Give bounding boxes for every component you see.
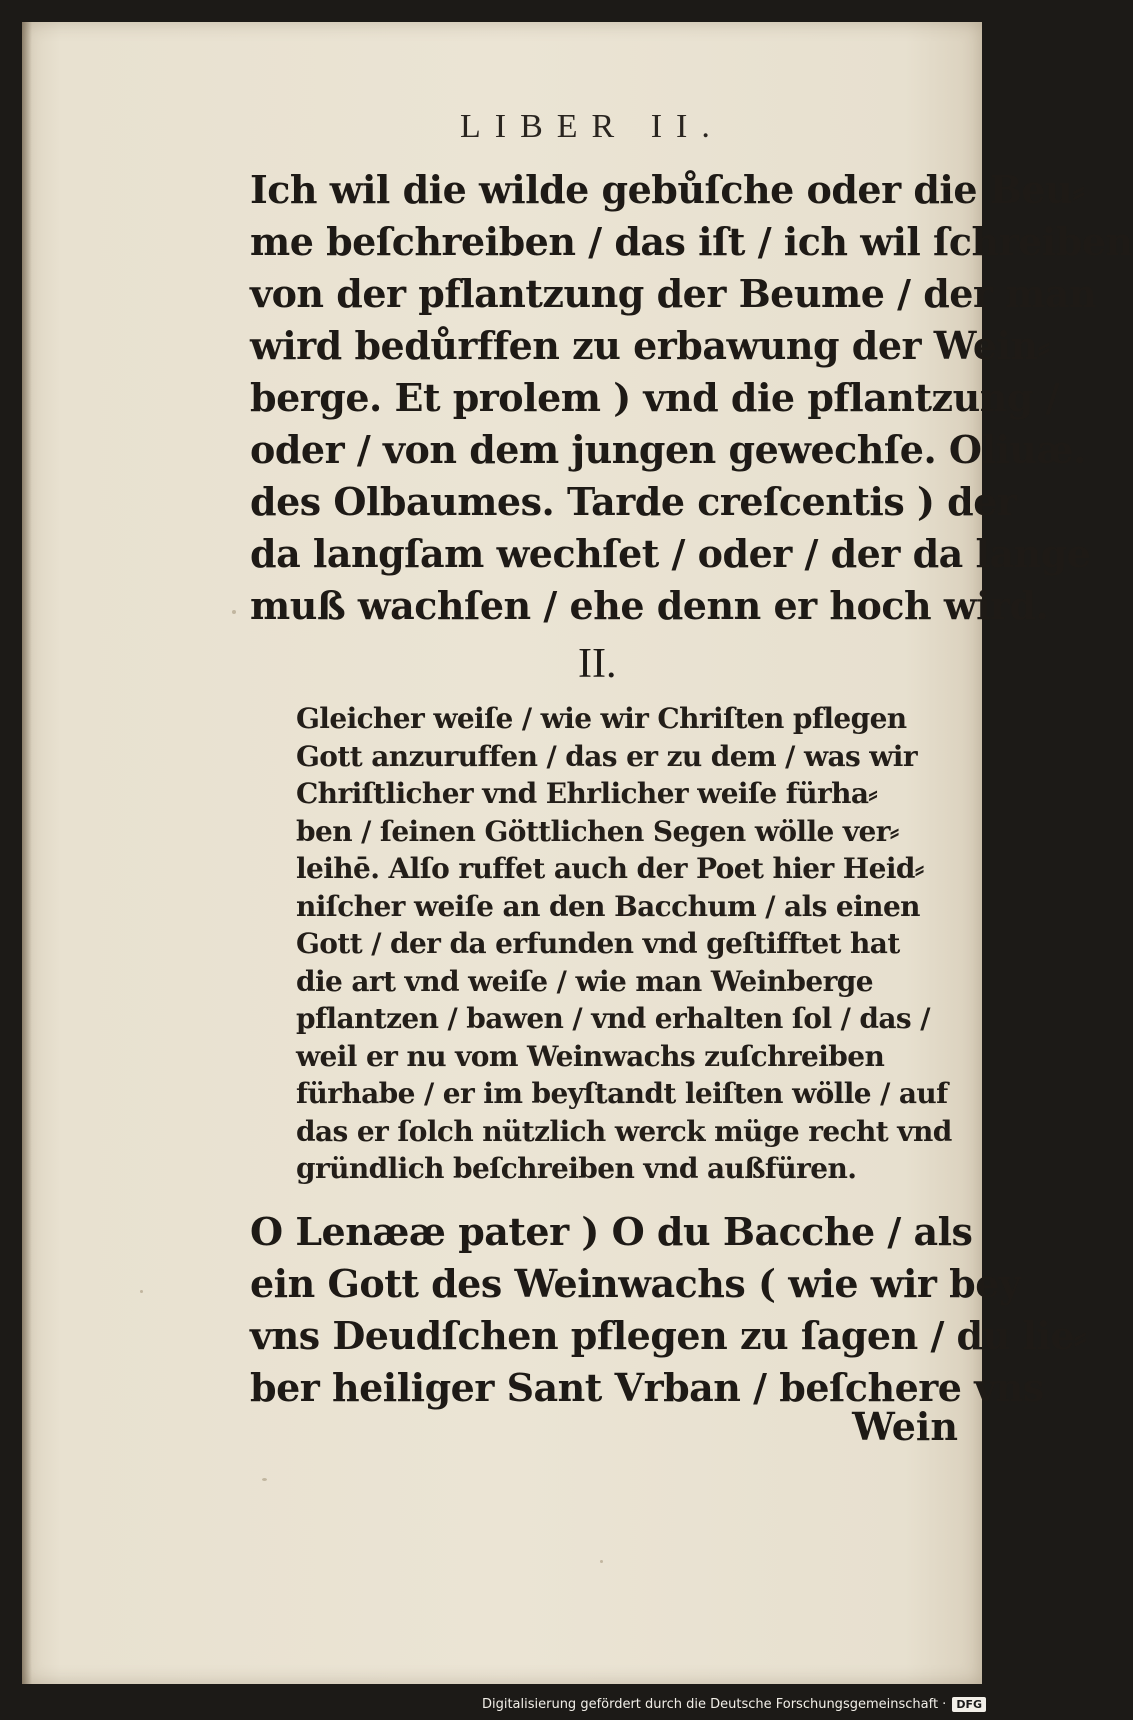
main-text-block — [250, 164, 1133, 632]
paper-speck — [140, 1290, 143, 1293]
digitization-footer — [482, 1692, 986, 1716]
footer-credit: Digitalisierung gefördert durch die Deutsche Forschungsgemeinschaft · — [481, 1696, 947, 1712]
text-line: oder / von dem jungen gewechſe. Oliuæ. — [250, 427, 1086, 472]
commentary-line: gründlich beſchreiben vnd außfüren. — [296, 1152, 857, 1185]
text-line: berge. Et prolem ) vnd die pflantzung / — [250, 375, 1060, 420]
text-line: O Lenææ pater ) O du Bacche / als — [250, 1209, 973, 1254]
gutter-shadow — [22, 22, 32, 1684]
text-line: des Olbaumes. Tarde creſcentis ) der — [250, 479, 1017, 524]
commentary-line: das er ſolch nützlich werck müge recht vnd — [296, 1114, 952, 1148]
main-text-block-lower — [250, 1206, 1087, 1414]
paper-speck — [232, 610, 236, 614]
commentary-line: leihē. Alſo ruffet auch der Poet hier Heid⸗ — [296, 852, 924, 885]
running-head: LIBER II. — [460, 108, 724, 145]
commentary-line: Chriſtlicher vnd Ehrlicher weiſe fürha⸗ — [296, 777, 878, 810]
text-line: wird bedůrffen zu erbawung der Wein⸗ — [250, 323, 1050, 368]
commentary-block — [296, 700, 956, 1188]
catchword: Wein — [852, 1404, 958, 1449]
commentary-line: Gott / der da erfunden vnd geſtifftet hat — [296, 927, 900, 960]
commentary-line: die art vnd weiſe / wie man Weinberge — [296, 964, 873, 998]
text-line: ber heiliger Sant Vrban / beſchere vns — [250, 1365, 1044, 1410]
commentary-line: niſcher weiſe an den Bacchum / als einen — [296, 889, 920, 923]
paper-speck — [262, 1478, 267, 1481]
paper-speck — [600, 1560, 603, 1563]
text-line: vns Deudſchen pflegen zu ſagen / du lie⸗ — [250, 1313, 1087, 1358]
text-line: ein Gott des Weinwachs ( wie wir bey — [250, 1261, 1021, 1306]
dfg-logo: DFG — [952, 1697, 986, 1712]
text-line: von der pflantzung der Beume / der man — [250, 271, 1097, 316]
text-line: me beſchreiben / das iſt / ich wil ſchreiben — [250, 219, 1133, 264]
commentary-line: Gleicher weiſe / wie wir Chriſten pflegen — [296, 702, 907, 735]
commentary-line: weil er nu vom Weinwachs zuſchreiben — [296, 1039, 885, 1073]
text-line: da langſam wechſet / oder / der da lange — [250, 531, 1091, 576]
commentary-line: pflantzen / bawen / vnd erhalten ſol / das / — [296, 1002, 930, 1035]
commentary-line: Gott anzuruffen / das er zu dem / was wir — [296, 739, 917, 773]
text-line: Ich wil die wilde gebůſche oder die Beu⸗ — [250, 167, 1085, 212]
section-number: II. — [578, 641, 617, 687]
text-line: muß wachſen / ehe denn er hoch wird. — [250, 583, 1049, 628]
commentary-line: fürhabe / er im beyſtandt leiſten wölle / auf — [296, 1077, 948, 1110]
commentary-line: ben / ſeinen Göttlichen Segen wölle ver⸗ — [296, 814, 899, 848]
